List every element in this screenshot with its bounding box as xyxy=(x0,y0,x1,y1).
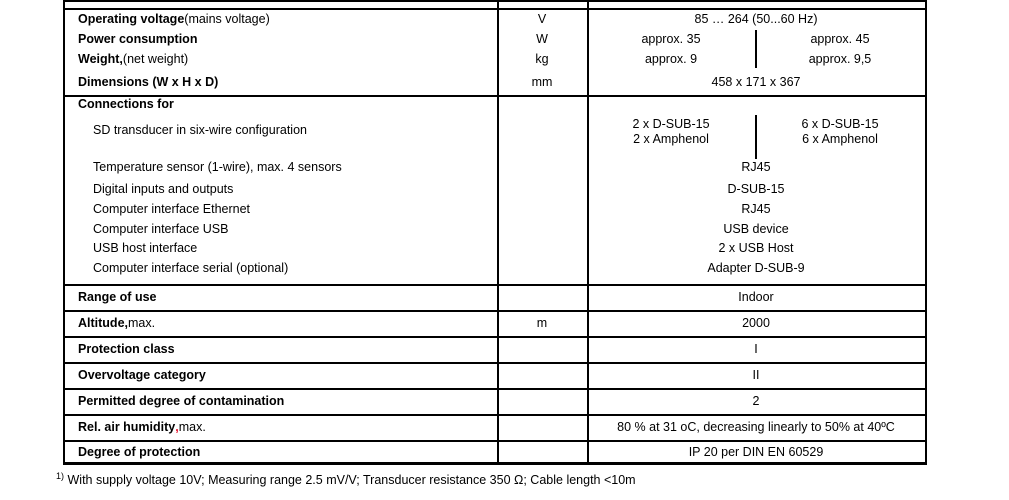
label-rest: (net weight) xyxy=(122,51,189,66)
connection-label-serial: Computer interface serial (optional) xyxy=(93,261,289,275)
unit-cell: m xyxy=(536,316,548,330)
value-left: approx. 35 xyxy=(641,32,701,46)
value-cell-split xyxy=(587,49,925,68)
param-label xyxy=(63,362,497,388)
value-cell: 2 xyxy=(752,394,760,408)
value-cell: IP 20 per DIN EN 60529 xyxy=(688,445,824,459)
unit-cell: V xyxy=(537,11,547,26)
unit-cell xyxy=(497,414,587,440)
table-row xyxy=(63,284,925,310)
value-cell: II xyxy=(752,368,760,382)
sd-value-right-line1: 6 x D-SUB-15 xyxy=(801,117,879,131)
connection-label-ethernet: Computer interface Ethernet xyxy=(93,202,251,216)
param-label xyxy=(63,440,497,464)
connections-header: Connections for xyxy=(78,97,174,111)
table-row-line xyxy=(63,95,927,97)
footnote-text: With supply voltage 10V; Measuring range 2.5 mV/V; Transducer resistance 350 Ω; Cable length <10m xyxy=(64,473,636,488)
value-right: approx. 45 xyxy=(810,32,870,46)
label-bold: Protection class xyxy=(78,342,175,356)
connection-value: USB device xyxy=(723,222,789,236)
red-comma: , xyxy=(175,420,179,434)
table-row xyxy=(63,29,925,49)
spec-table xyxy=(63,0,927,466)
connection-label-temperature-sensor: Temperature sensor (1-wire), max. 4 sensors xyxy=(93,160,342,174)
table-row xyxy=(63,440,925,464)
unit-cell xyxy=(497,440,587,464)
connection-value: D-SUB-15 xyxy=(727,182,785,196)
param-label xyxy=(63,336,497,362)
label-bold: Permitted degree of contamination xyxy=(78,394,285,408)
table-row xyxy=(63,8,925,29)
label-bold: Operating voltage xyxy=(78,11,185,26)
table-row-line xyxy=(63,0,927,2)
unit-cell: W xyxy=(536,32,548,46)
sd-value-left-line2: 2 x Amphenol xyxy=(633,132,709,146)
connection-label-usb: Computer interface USB xyxy=(93,222,229,236)
value-cell: 80 % at 31 oC, decreasing linearly to 50% at 40ºC xyxy=(617,420,895,434)
table-right-border xyxy=(925,0,927,464)
connection-label-usb-host: USB host interface xyxy=(93,241,198,255)
label-rest: max. xyxy=(128,316,156,330)
value-cell: 2000 xyxy=(742,316,770,330)
connection-value: Adapter D-SUB-9 xyxy=(707,261,805,275)
unit-cell xyxy=(497,336,587,362)
param-label xyxy=(63,68,497,95)
label-bold: Overvoltage category xyxy=(78,368,206,382)
param-label xyxy=(63,388,497,414)
value-left: approx. 9 xyxy=(644,51,698,66)
label-bold: Degree of protection xyxy=(78,445,201,459)
connection-label-sd-transducer: SD transducer in six-wire configuration xyxy=(93,123,307,137)
label-bold: Weight, xyxy=(78,51,123,66)
unit-cell xyxy=(497,388,587,414)
footnote xyxy=(56,471,636,487)
sd-value-right-line2: 6 x Amphenol xyxy=(802,132,878,146)
value-cell: 85 … 264 (50...60 Hz) xyxy=(694,11,818,26)
value-right: approx. 9,5 xyxy=(808,51,872,66)
param-label xyxy=(63,49,497,68)
label-bold: Rel. air humidity xyxy=(78,420,176,434)
table-row xyxy=(63,49,925,68)
label-bold: Power consumption xyxy=(78,32,198,46)
table-row xyxy=(63,68,925,95)
table-row xyxy=(63,388,925,414)
unit-cell: mm xyxy=(531,74,553,89)
table-row xyxy=(63,414,925,440)
param-label xyxy=(63,310,497,336)
connection-value: 2 x USB Host xyxy=(718,241,794,255)
label-rest: max. xyxy=(178,420,206,434)
table-row xyxy=(63,336,925,362)
footnote-marker: 1) xyxy=(56,471,65,481)
sd-value-left-line1: 2 x D-SUB-15 xyxy=(632,117,710,131)
param-label xyxy=(63,29,497,49)
label-bold: Altitude, xyxy=(78,316,128,330)
unit-cell: kg xyxy=(535,51,549,66)
connection-value: RJ45 xyxy=(741,160,771,174)
table-row xyxy=(63,310,925,336)
unit-cell xyxy=(497,284,587,310)
table-row xyxy=(63,362,925,388)
value-cell: Indoor xyxy=(738,290,774,304)
label-rest: (mains voltage) xyxy=(184,11,270,26)
label-bold: Dimensions (W x H x D) xyxy=(78,74,219,89)
value-cell-split xyxy=(587,29,925,49)
unit-cell xyxy=(497,362,587,388)
connection-value: RJ45 xyxy=(741,202,771,216)
param-label xyxy=(63,414,497,440)
value-cell: 458 x 171 x 367 xyxy=(711,74,801,89)
value-cell: I xyxy=(754,342,758,356)
param-label xyxy=(63,284,497,310)
param-label xyxy=(63,8,497,29)
label-bold: Range of use xyxy=(78,290,157,304)
connection-label-digital-io: Digital inputs and outputs xyxy=(93,182,234,196)
